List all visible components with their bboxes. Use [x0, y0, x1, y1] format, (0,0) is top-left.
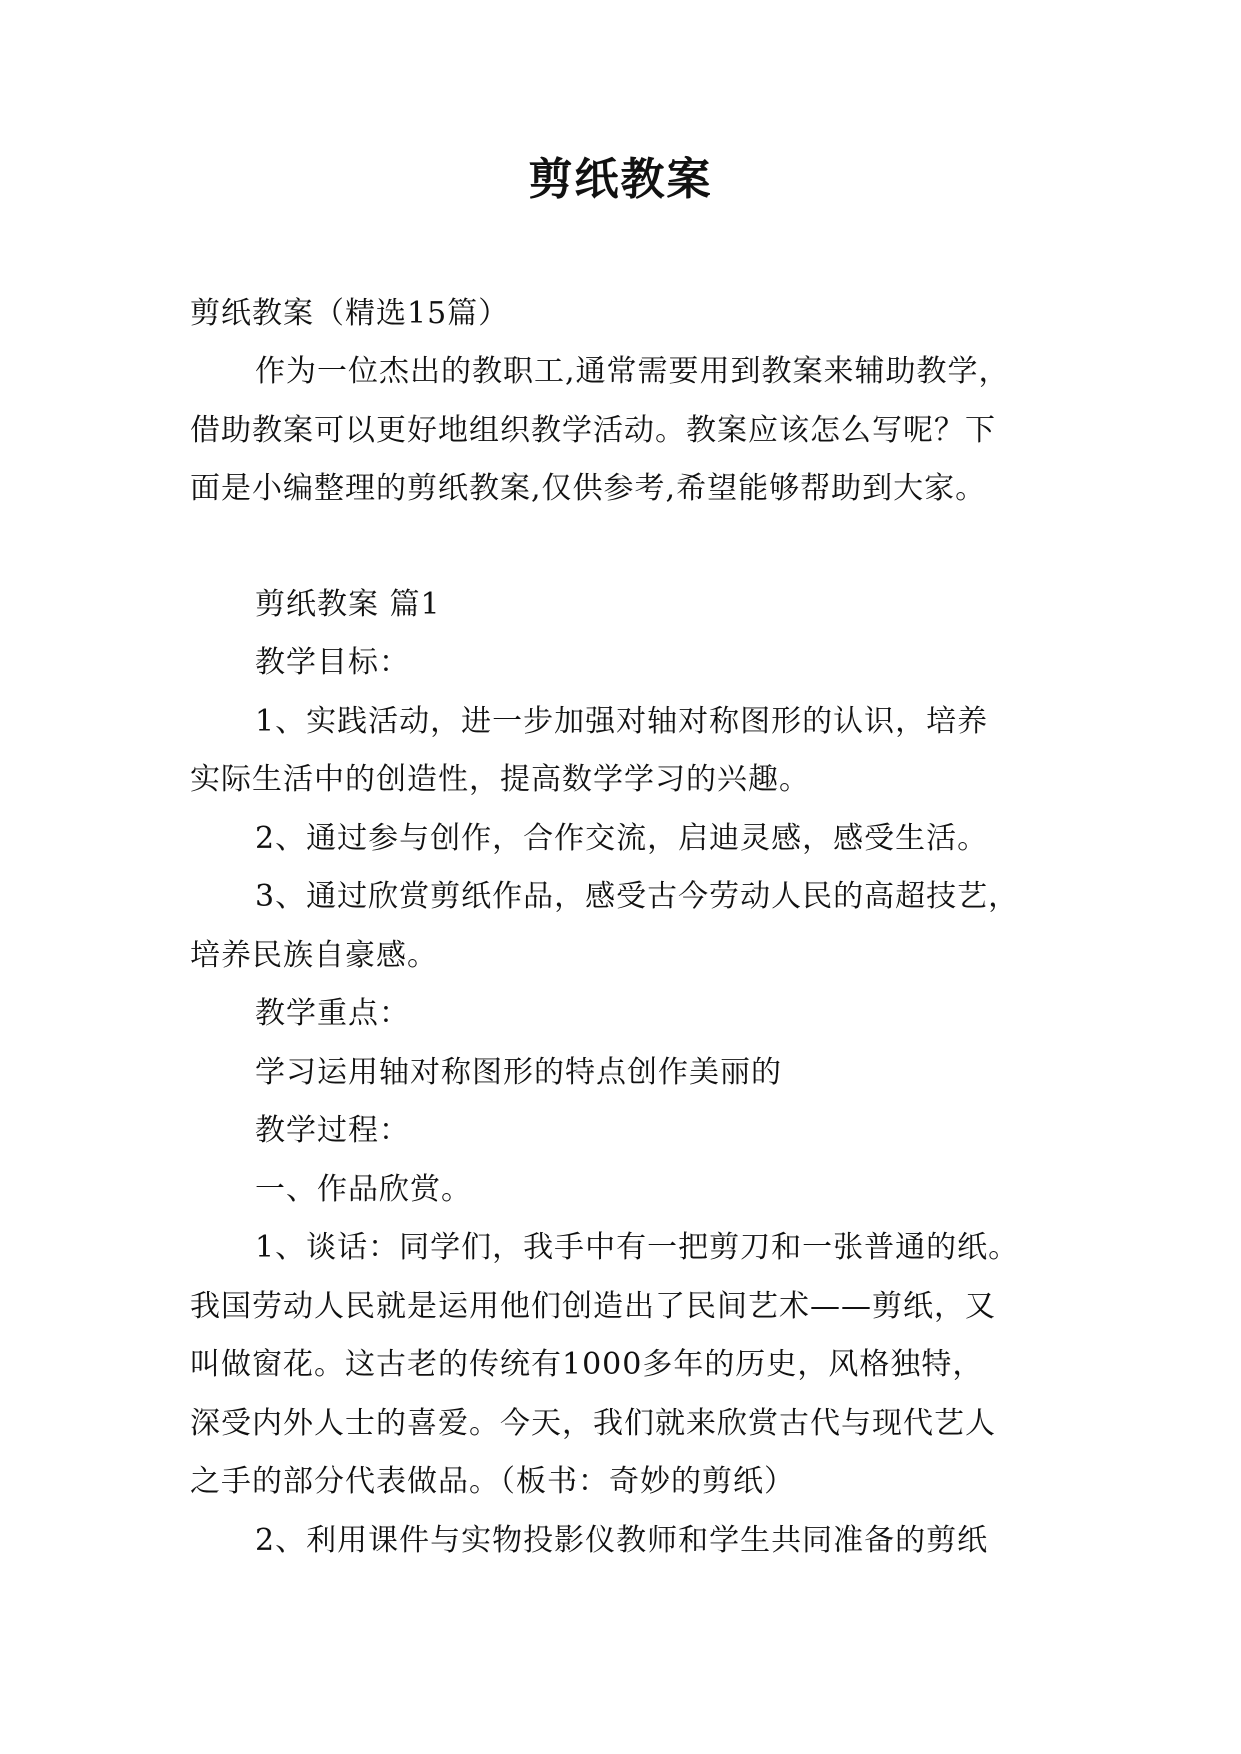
intro-line: 面是小编整理的剪纸教案,仅供参考,希望能够帮助到大家。 [190, 471, 987, 506]
paragraph-line: 1、谈话：同学们，我手中有一把剪刀和一张普通的纸。 [255, 1230, 1020, 1265]
paragraph-line: 培养民族自豪感。 [190, 938, 438, 973]
paragraph-line: 教学重点： [255, 996, 410, 1031]
document-title: 剪纸教案 [528, 154, 713, 205]
paragraph-line: 教学目标： [255, 645, 410, 680]
paragraph-line: 叫做窗花。这古老的传统有1000多年的历史，风格独特， [190, 1347, 984, 1382]
intro-line: 借助教案可以更好地组织教学活动。教案应该怎么写呢？下 [190, 413, 996, 448]
paragraph-line: 1、实践活动，进一步加强对轴对称图形的认识，培养 [255, 704, 989, 739]
section-heading: 剪纸教案 篇1 [255, 587, 441, 622]
paragraph-line: 深受内外人士的喜爱。今天，我们就来欣赏古代与现代艺人 [190, 1406, 996, 1441]
paragraph-line: 我国劳动人民就是运用他们创造出了民间艺术——剪纸，又 [190, 1289, 996, 1324]
paragraph-line: 2、利用课件与实物投影仪教师和学生共同准备的剪纸 [255, 1523, 989, 1558]
intro-line: 作为一位杰出的教职工,通常需要用到教案来辅助教学， [255, 354, 1010, 389]
paragraph-line: 2、通过参与创作，合作交流，启迪灵感，感受生活。 [255, 821, 989, 856]
paragraph-line: 之手的部分代表做品。（板书：奇妙的剪纸） [190, 1464, 795, 1499]
subtitle-line: 剪纸教案（精选15篇） [190, 296, 510, 331]
paragraph-line: 实际生活中的创造性，提高数学学习的兴趣。 [190, 762, 810, 797]
paragraph-line: 学习运用轴对称图形的特点创作美丽的 [255, 1055, 782, 1090]
paragraph-line: 3、通过欣赏剪纸作品，感受古今劳动人民的高超技艺， [255, 879, 1020, 914]
paragraph-line: 教学过程： [255, 1113, 410, 1148]
paragraph-line: 一、作品欣赏。 [255, 1172, 472, 1207]
